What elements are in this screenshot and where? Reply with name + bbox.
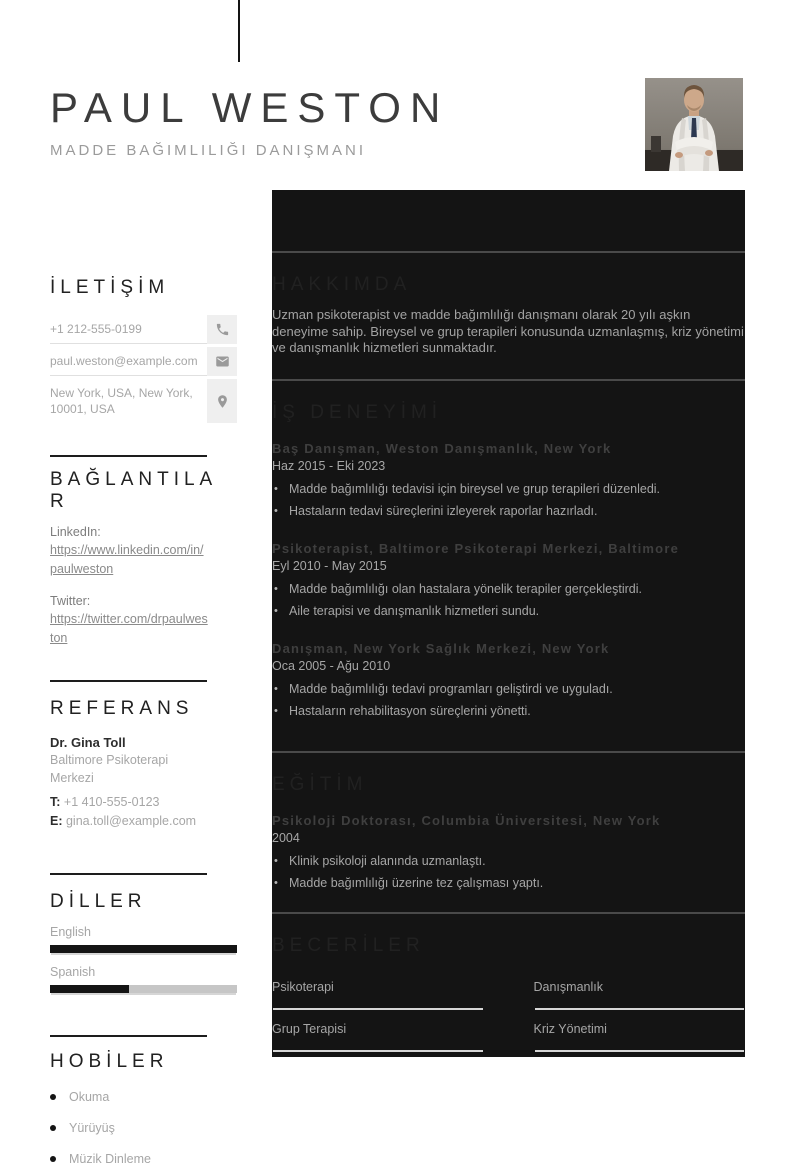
skill-name: Danışmanlık — [533, 979, 603, 994]
skill-item — [534, 1021, 746, 1050]
entry-dates: 2004 — [272, 830, 300, 845]
section-divider — [272, 751, 745, 753]
language-item — [50, 964, 237, 993]
about-heading: HAKKIMDA — [272, 274, 412, 295]
reference-email-label: E: — [50, 814, 63, 828]
skill-item — [272, 1021, 484, 1050]
hobbies-heading: HOBİLER — [50, 1051, 169, 1072]
entry-title: Psikoterapist, Baltimore Psikoterapi Merkezi, Baltimore — [272, 540, 680, 556]
language-name: Spanish — [50, 965, 96, 979]
vertical-divider-top — [238, 0, 240, 62]
hobbies-list — [50, 1090, 237, 1166]
skill-item — [534, 979, 746, 1008]
entry-dates: Oca 2005 - Ağu 2010 — [272, 658, 391, 673]
skill-level-fill — [534, 1042, 746, 1050]
hobby-label: Okuma — [69, 1090, 110, 1104]
reference-contacts — [50, 793, 237, 831]
section-divider — [272, 379, 745, 381]
hobby-label: Müzik Dinleme — [69, 1152, 151, 1166]
reference-heading: REFERANS — [50, 698, 194, 719]
reference-phone-label: T: — [50, 795, 61, 809]
contact-list — [50, 315, 237, 423]
bullet-icon — [50, 1125, 56, 1131]
skill-level-bar — [272, 1042, 484, 1050]
link-item — [50, 523, 237, 579]
language-name: English — [50, 925, 91, 939]
contact-heading: İLETİŞİM — [50, 277, 170, 298]
section-divider — [272, 912, 745, 914]
entry-bullet: • Madde bağımlılığı tedavisi için bireysel ve grup terapileri düzenledi. — [272, 482, 745, 496]
education-heading: EĞİTİM — [272, 773, 368, 795]
entry-title: Danışman, New York Sağlık Merkezi, New York — [272, 640, 610, 656]
hobby-item — [50, 1152, 237, 1166]
profile-photo — [645, 78, 743, 171]
profile-photo-illustration — [645, 78, 743, 171]
hobby-item — [50, 1121, 237, 1135]
phone-icon — [207, 315, 237, 344]
entry — [272, 641, 745, 718]
sidebar — [50, 265, 237, 1166]
experience-heading: İŞ DENEYİMİ — [272, 401, 443, 423]
languages-heading: DİLLER — [50, 891, 147, 912]
entry-bullet: • Hastaların rehabilitasyon süreçlerini yönetti. — [272, 704, 745, 718]
entry — [272, 813, 745, 890]
entry-title: Psikoloji Doktorası, Columbia Üniversitesi, New York — [272, 812, 661, 828]
section-divider — [272, 251, 745, 253]
contact-row-address — [50, 379, 237, 423]
link-url[interactable]: https://twitter.com/drpaulweston — [50, 612, 208, 645]
links-list — [50, 523, 237, 648]
language-level-bar — [50, 985, 237, 993]
link-label: LinkedIn: — [50, 525, 101, 539]
entry — [272, 541, 745, 618]
skill-name: Psikoterapi — [272, 979, 334, 994]
language-level-fill — [50, 985, 129, 993]
person-title: MADDE BAĞIMLILIĞI DANIŞMANI — [50, 142, 367, 159]
hobby-item — [50, 1090, 237, 1104]
entry-bullets — [272, 482, 745, 518]
link-url[interactable]: https://www.linkedin.com/in/paulweston — [50, 543, 204, 576]
skill-level-bar — [534, 1000, 746, 1008]
entry — [272, 441, 745, 518]
language-level-bar — [50, 945, 237, 953]
bullet-icon — [50, 1094, 56, 1100]
contact-email: paul.weston@example.com — [50, 347, 207, 376]
contact-phone: +1 212-555-0199 — [50, 315, 207, 344]
link-label: Twitter: — [50, 594, 91, 608]
entry-bullet: • Hastaların tedavi süreçlerini izleyerek raporlar hazırladı. — [272, 504, 745, 518]
skill-level-fill — [272, 1042, 484, 1050]
reference-name: Dr. Gina Toll — [50, 735, 126, 750]
reference-phone-value: +1 410-555-0123 — [63, 795, 160, 809]
link-item — [50, 592, 237, 648]
reference-email-value: gina.toll@example.com — [65, 814, 197, 828]
experience-list — [272, 441, 745, 718]
languages-list — [50, 924, 237, 993]
entry-title: Baş Danışman, Weston Danışmanlık, New York — [272, 440, 612, 456]
hobby-label: Yürüyüş — [69, 1121, 115, 1135]
reference-phone — [50, 793, 237, 812]
reference-email — [50, 812, 237, 831]
skill-level-bar — [534, 1042, 746, 1050]
skill-item — [272, 979, 484, 1008]
entry-bullets — [272, 854, 745, 890]
mail-icon — [207, 347, 237, 376]
contact-row-email — [50, 347, 237, 376]
section-divider — [50, 455, 207, 457]
contact-address: New York, USA, New York, 10001, USA — [50, 386, 193, 416]
reference-organization: Baltimore Psikoterapi Merkezi — [50, 753, 169, 785]
section-divider — [50, 1035, 207, 1037]
entry-bullet: • Aile terapisi ve danışmanlık hizmetleri sundu. — [272, 604, 745, 618]
contact-row-phone — [50, 315, 237, 344]
header — [50, 84, 449, 159]
skill-name: Kriz Yönetimi — [533, 1021, 607, 1036]
entry-bullet: • Madde bağımlılığı tedavi programları geliştirdi ve uyguladı. — [272, 682, 745, 696]
skill-level-bar — [272, 1000, 484, 1008]
entry-dates: Eyl 2010 - May 2015 — [272, 558, 387, 573]
skills-heading: BECERİLER — [272, 934, 425, 956]
skill-name: Grup Terapisi — [272, 1021, 347, 1036]
skill-level-fill — [272, 1000, 484, 1008]
main-column — [272, 240, 745, 1050]
links-heading: BAĞLANTILAR — [50, 469, 218, 512]
education-list — [272, 813, 745, 890]
location-icon — [207, 379, 237, 423]
entry-bullet: • Klinik psikoloji alanında uzmanlaştı. — [272, 854, 745, 868]
entry-bullets — [272, 582, 745, 618]
entry-bullet: • Madde bağımlılığı olan hastalara yönelik terapiler gerçekleştirdi. — [272, 582, 745, 596]
about-text: Uzman psikoterapist ve madde bağımlılığı danışmanı olarak 20 yılı aşkın deneyime sahip. Bireysel ve grup terapileri konusunda uzmanlaşmış, kriz yönetimi ve danışmanlık hizmetleri sunmaktadır. — [272, 307, 744, 355]
section-divider — [50, 873, 207, 875]
skills-list — [272, 979, 745, 1050]
entry-dates: Haz 2015 - Eki 2023 — [272, 458, 386, 473]
person-name: PAUL WESTON — [50, 84, 450, 131]
language-item — [50, 924, 237, 953]
language-level-fill — [50, 945, 237, 953]
entry-bullets — [272, 682, 745, 718]
section-divider — [50, 680, 207, 682]
skill-level-fill — [534, 1000, 746, 1008]
entry-bullet: • Madde bağımlılığı üzerine tez çalışması yaptı. — [272, 876, 745, 890]
bullet-icon — [50, 1156, 56, 1162]
